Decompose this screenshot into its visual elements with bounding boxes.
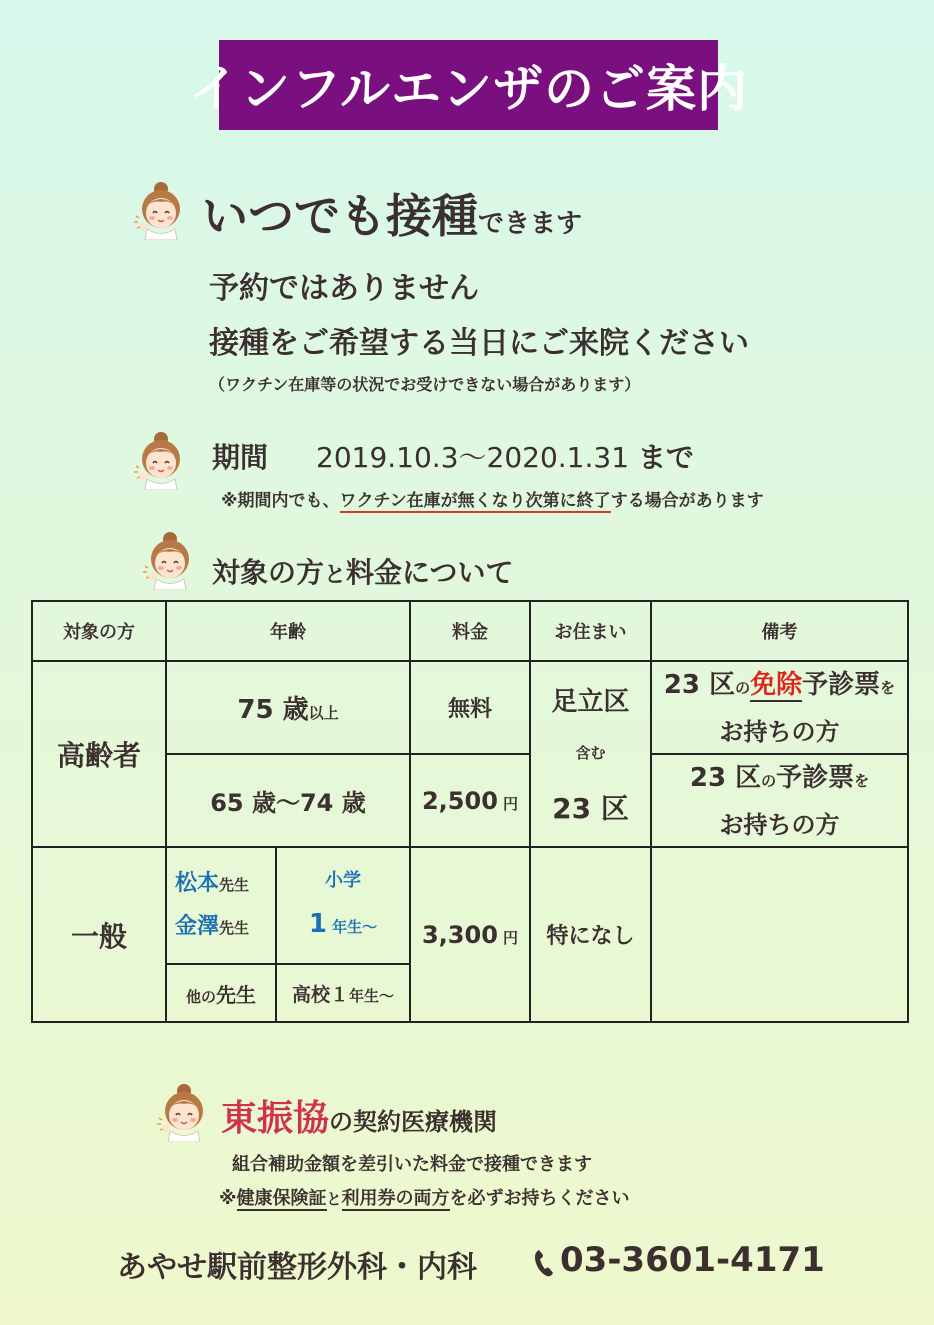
fee-2500-unit: 円: [503, 794, 519, 813]
remark2-23ku: 23 区: [689, 763, 762, 793]
voucher-both: 利用券の両方: [341, 1188, 450, 1209]
residence-cell: [530, 661, 651, 847]
elementary-cell: [276, 847, 410, 964]
header-residence: お住まい: [530, 601, 651, 661]
age-75: 75 歳: [237, 695, 309, 725]
highschool-cell: [276, 964, 410, 1022]
fee-free: 無料: [410, 661, 530, 754]
fee-3300-unit: 円: [503, 928, 519, 947]
remark1-wo: を: [880, 679, 896, 697]
must-bring: を必ずお持ちください: [449, 1188, 630, 1209]
doctor-kanazawa: 金澤: [175, 913, 220, 939]
and-text: と: [326, 1190, 342, 1208]
toshinkyo-name: 東振協: [221, 1098, 330, 1139]
period-row: [212, 436, 694, 476]
residence-none: 特になし: [530, 847, 651, 1022]
stock-note: （ワクチン在庫等の状況でお受けできない場合があります）: [209, 375, 641, 394]
remark1-23ku: 23 区: [663, 670, 736, 700]
doctor-matsumoto: 松本: [175, 870, 220, 896]
fee-3300-cell: [410, 847, 530, 1022]
fee-2500-cell: [410, 754, 530, 847]
general-label: 一般: [32, 847, 166, 1022]
always-available-heading: [202, 180, 582, 246]
nurse-icon: [156, 1082, 212, 1142]
grade-first-suffix: 年生〜: [332, 918, 378, 936]
elderly-label: 高齢者: [32, 661, 166, 847]
phone-number[interactable]: 03-3601-4171: [560, 1240, 825, 1280]
page-title: インフルエンザのご案内: [189, 60, 748, 118]
fee-table: [31, 600, 909, 1023]
header-target: 対象の方: [32, 601, 166, 661]
remark1-holder: お持ちの方: [719, 718, 840, 746]
fee-heading-c: 料金について: [346, 556, 514, 589]
sensei-label: 先生: [219, 918, 250, 937]
highschool-a: 高校１: [291, 983, 349, 1006]
doctors-cell: [166, 847, 276, 964]
residence-includes: 含む: [575, 744, 606, 762]
phone-icon: [533, 1248, 555, 1278]
residence-adachi: 足立区: [551, 687, 630, 717]
highschool-b: 年生〜: [349, 986, 395, 1005]
walk-in-text: 接種をご希望する当日にご来院ください: [209, 326, 749, 361]
period-note-suffix: する場合があります: [610, 491, 764, 511]
nurse-icon: [133, 180, 189, 240]
period-note-underlined: ワクチン在庫が無くなり次第に終了: [339, 491, 611, 511]
remark1-form: 予診票: [802, 670, 881, 700]
age-65-74-cell: [166, 754, 410, 847]
heading-big: いつでも接種: [202, 189, 478, 243]
heading-small: できます: [478, 209, 583, 239]
remarks-form-cell: [651, 754, 908, 847]
remark1-exempt: 免除: [750, 670, 803, 700]
fee-2500: 2,500: [421, 786, 498, 815]
nurse-icon: [142, 530, 198, 590]
toshinkyo-heading: [221, 1090, 497, 1141]
header-age: 年齢: [166, 601, 410, 661]
remark2-wo: を: [854, 772, 870, 790]
other-doctors-a: 他の: [185, 987, 216, 1006]
remarks-general: [651, 847, 908, 1022]
fee-3300: 3,300: [421, 920, 498, 949]
other-doctors-b: 先生: [216, 982, 256, 1007]
fee-heading-a: 対象の方: [212, 556, 325, 589]
fee-heading-b: と: [324, 563, 347, 588]
remarks-exempt-cell: [651, 661, 908, 754]
nurse-icon: [133, 430, 189, 490]
bring-documents-note: [219, 1184, 630, 1210]
remark1-no: の: [735, 679, 751, 697]
period-note-prefix: ※期間内でも、: [221, 491, 340, 511]
note-mark: ※: [219, 1188, 237, 1209]
insurance-card: 健康保険証: [236, 1188, 327, 1209]
title-banner: [189, 40, 748, 130]
subsidy-text: 組合補助金額を差引いた料金で接種できます: [232, 1154, 592, 1175]
sensei-label: 先生: [219, 875, 250, 894]
clinic-name: あやせ駅前整形外科・内科: [117, 1250, 477, 1285]
other-doctors-cell: [166, 964, 276, 1022]
remark2-no: の: [761, 772, 777, 790]
grade-first: 1: [308, 909, 327, 939]
period-dates: 2019.10.3〜2020.1.31: [316, 441, 630, 474]
no-reservation-text: 予約ではありません: [209, 271, 479, 306]
grade-elementary: 小学: [325, 870, 361, 891]
age-65-74: 65 歳〜74 歳: [210, 789, 366, 817]
period-note: [221, 486, 764, 511]
age-75-suffix: 以上: [308, 704, 339, 722]
toshinkyo-suffix: の契約医療機関: [329, 1108, 498, 1136]
fee-section-heading: [212, 551, 513, 591]
header-fee: 料金: [410, 601, 530, 661]
age-75-cell: [166, 661, 410, 754]
header-remarks: 備考: [651, 601, 908, 661]
residence-23ku: 23 区: [552, 792, 629, 825]
period-suffix: まで: [637, 441, 694, 474]
period-label: 期間: [212, 441, 269, 474]
table-row: [32, 661, 908, 754]
remark2-holder: お持ちの方: [719, 811, 840, 839]
table-row: [32, 847, 908, 964]
table-header-row: [32, 601, 908, 661]
remark2-form: 予診票: [776, 763, 855, 793]
